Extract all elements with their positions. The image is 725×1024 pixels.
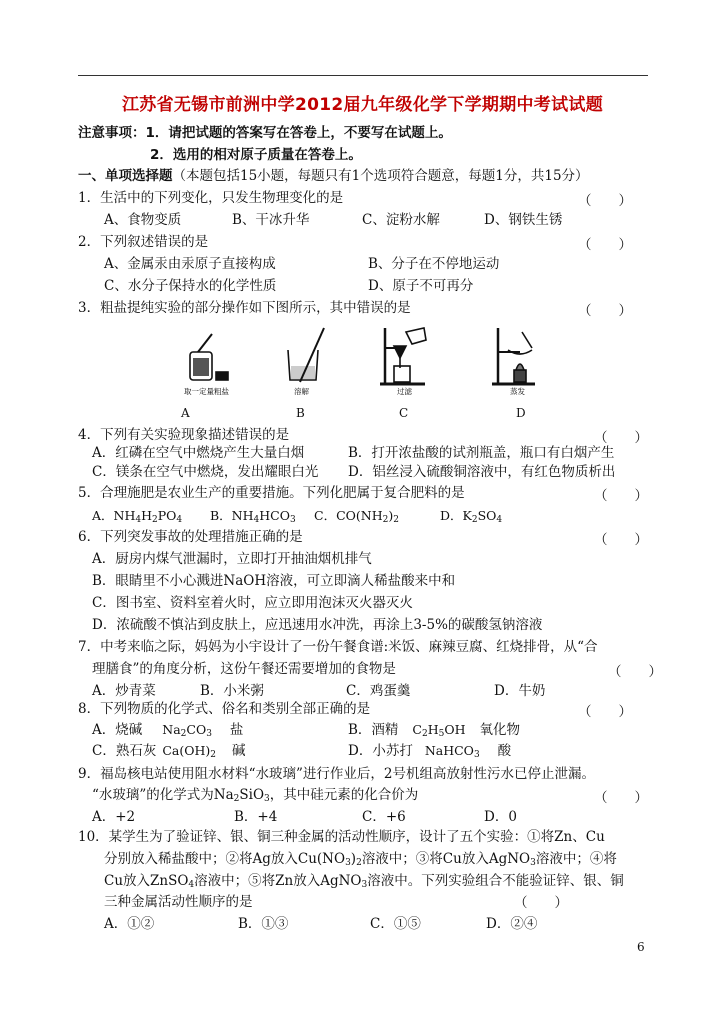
q8-option-a: A．烧碱 $Na_2CO_3$ 盐 — [92, 722, 244, 739]
q3-experiment-figure — [180, 322, 560, 400]
q8-stem: 8．下列物质的化学式、俗名和类别全部正确的是 — [78, 701, 371, 717]
fig-label-a: A — [181, 406, 190, 420]
fig-b-dissolve-illustration — [288, 328, 324, 382]
q7-answer-paren: （ ） — [608, 664, 662, 680]
q9-option-b: B．+4 — [234, 809, 278, 825]
fig-d-evaporate-illustration — [492, 328, 535, 384]
q10-stem-line-1: 10．某学生为了验证锌、银、铜三种金属的活动性顺序，设计了五个实验：①将Zn、Cu — [78, 829, 605, 845]
exam-title: 江苏省无锡市前洲中学2012届九年级化学下学期期中考试试题 — [121, 95, 603, 115]
fig-c-filter-illustration — [380, 328, 426, 384]
q2-answer-paren: （ ） — [578, 237, 632, 253]
q2-option-b: B、分子在不停地运动 — [368, 256, 500, 272]
q4-option-a: A．红磷在空气中燃烧产生大量白烟 — [92, 445, 305, 461]
q7-option-c: C．鸡蛋羹 — [346, 683, 411, 699]
fig-label-b: B — [296, 406, 305, 420]
q4-option-c: C．镁条在空气中燃烧，发出耀眼白光 — [92, 464, 319, 480]
q6-option-d: D．浓硫酸不慎沾到皮肤上，应迅速用水冲洗，再涂上3-5%的碳酸氢钠溶液 — [92, 617, 543, 633]
fig-b-caption: 溶解 — [294, 387, 309, 396]
q5-stem: 5．合理施肥是农业生产的重要措施。下列化肥属于复合肥料的是 — [78, 485, 465, 501]
notes-label: 注意事项： — [78, 125, 146, 141]
q7-option-a: A．炒青菜 — [92, 683, 156, 699]
q1-option-a: A、食物变质 — [104, 212, 182, 228]
q10-stem-line-2: 分别放入稀盐酸中；②将Ag放入$Cu(NO_3)_2$溶液中；③将Cu放入AgNO$_3$溶液中；④将 — [104, 851, 617, 868]
q4-option-b: B．打开浓盐酸的试剂瓶盖，瓶口有白烟产生 — [348, 445, 615, 461]
q8-option-b: B．酒精 $C_2H_5OH$ 氧化物 — [348, 722, 521, 739]
fig-d-caption: 蒸发 — [510, 387, 525, 396]
q9-stem-line-2: “水玻璃”的化学式为$Na_2SiO_3$，其中硅元素的化合价为 — [92, 787, 419, 804]
q10-answer-paren: （ ） — [514, 895, 568, 911]
q9-stem-line-1: 9．福岛核电站使用阻水材料“水玻璃”进行作业后，2号机组高放射性污水已停止泄漏。 — [78, 766, 595, 782]
note-1: 1．请把试题的答案写在答卷上，不要写在试题上。 — [145, 125, 452, 141]
q3-answer-paren: （ ） — [578, 303, 632, 319]
q10-option-b: B．①③ — [238, 916, 289, 932]
q6-stem: 6．下列突发事故的处理措施正确的是 — [78, 529, 303, 545]
notes-line-1 — [78, 124, 452, 142]
q8-answer-paren: （ ） — [578, 704, 632, 720]
q6-option-a: A．厨房内煤气泄漏时，立即打开抽油烟机排气 — [92, 551, 372, 567]
section-1-desc: （本题包括15小题，每题只有1个选项符合题意，每题1分，共15分） — [172, 168, 589, 184]
q10-option-a: A．①② — [104, 916, 155, 932]
q10-stem-line-3: Cu放入ZnSO$_4$溶液中；⑤将Zn放入AgNO$_3$溶液中。下列实验组合不能验证锌、银、铜 — [104, 873, 624, 890]
q9-answer-paren: （ ） — [594, 790, 648, 806]
q1-option-c: C、淀粉水解 — [362, 212, 440, 228]
q7-option-d: D．牛奶 — [494, 683, 546, 699]
fig-label-c: C — [399, 406, 409, 420]
q4-answer-paren: （ ） — [594, 430, 648, 446]
q1-option-b: B、干冰升华 — [232, 212, 310, 228]
q2-option-c: C、水分子保持水的化学性质 — [104, 278, 277, 294]
q2-option-d: D、原子不可再分 — [368, 278, 474, 294]
q1-option-d: D、钢铁生锈 — [484, 212, 563, 228]
page-number: 6 — [637, 940, 645, 954]
section-1-title: 一、单项选择题 — [78, 168, 173, 184]
q6-option-c: C．图书室、资料室着火时，应立即用泡沫灭火器灭火 — [92, 595, 413, 611]
q7-stem-line-1: 7．中考来临之际，妈妈为小宇设计了一份午餐食谱:米饭、麻辣豆腐、红烧排骨，从“合 — [78, 639, 598, 655]
q5-option-d: D．$K_2SO_4$ — [440, 508, 503, 525]
q9-option-a: A．+2 — [92, 809, 136, 825]
q5-answer-paren: （ ） — [594, 488, 648, 504]
fig-label-d: D — [516, 406, 526, 420]
q9-option-c: C．+6 — [362, 809, 406, 825]
q4-stem: 4．下列有关实验现象描述错误的是 — [78, 427, 290, 443]
q5-option-a: A．$NH_4H_2PO_4$ — [92, 508, 183, 525]
q3-stem: 3．粗盐提纯实验的部分操作如下图所示，其中错误的是 — [78, 300, 411, 316]
q8-option-d: D．小苏打 NaHCO$_3$ 酸 — [348, 743, 512, 760]
q10-option-c: C．①⑤ — [370, 916, 421, 932]
q6-option-b: B．眼睛里不小心溅进NaOH溶液，可立即滴人稀盐酸来中和 — [92, 573, 456, 589]
q7-option-b: B．小米粥 — [200, 683, 264, 699]
q1-stem: 1．生活中的下列变化，只发生物理变化的是 — [78, 190, 344, 206]
header-rule — [78, 75, 648, 76]
q4-option-d: D．铝丝浸入硫酸铜溶液中，有红色物质析出 — [348, 464, 616, 480]
fig-c-caption: 过滤 — [397, 387, 412, 396]
q1-answer-paren: （ ） — [578, 193, 632, 209]
q2-stem: 2．下列叙述错误的是 — [78, 234, 209, 250]
q2-option-a: A、金属汞由汞原子直接构成 — [104, 256, 276, 272]
fig-a-take-salt-illustration — [190, 334, 228, 380]
q5-option-c: C．$CO(NH_2)_2$ — [314, 508, 399, 525]
q7-stem-line-2: 理膳食”的角度分析，这份午餐还需要增加的食物是 — [92, 661, 396, 677]
section-1-header — [78, 167, 589, 185]
q5-option-b: B．$NH_4HCO_3$ — [210, 508, 296, 525]
fig-a-caption: 取一定量粗盐 — [184, 387, 229, 396]
q6-answer-paren: （ ） — [594, 532, 648, 548]
note-2: 2．选用的相对原子质量在答卷上。 — [150, 147, 362, 163]
q8-option-c: C．熟石灰 $Ca(OH)_2$ 碱 — [92, 743, 246, 760]
q9-option-d: D．0 — [484, 809, 517, 825]
q10-stem-line-4: 三种金属活动性顺序的是 — [104, 894, 253, 910]
q10-option-d: D．②④ — [486, 916, 538, 932]
